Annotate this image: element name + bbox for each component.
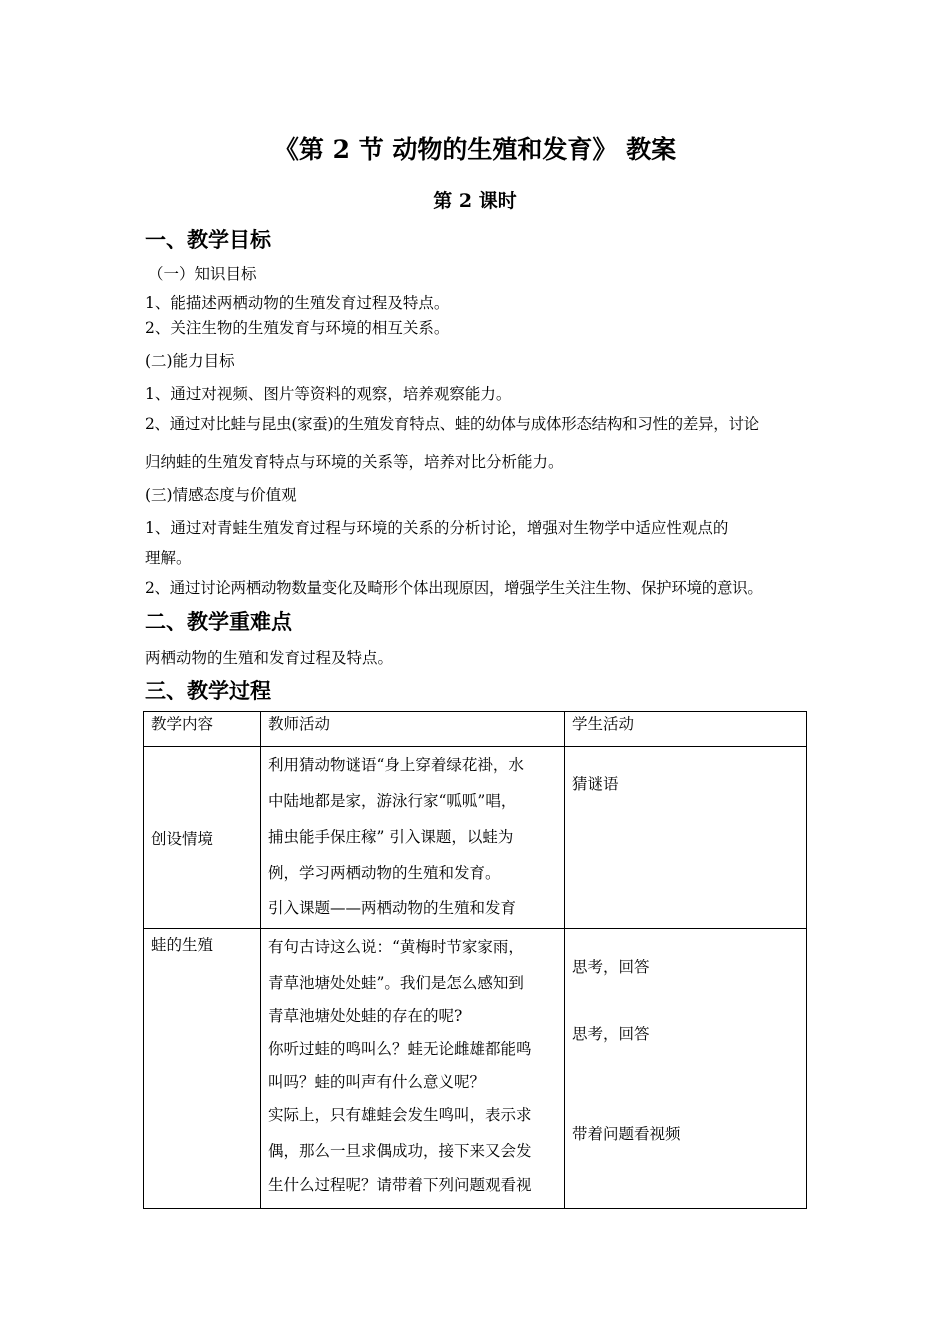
teacher-line: 利用猜动物谜语“身上穿着绿花褂，水 <box>268 756 524 774</box>
table-header-cell: 教师活动 <box>261 712 565 747</box>
table-row <box>144 747 807 929</box>
teacher-line: 实际上，只有雄蛙会发生鸣叫，表示求 <box>268 1106 532 1124</box>
table-cell-teacher <box>261 747 565 929</box>
teacher-line: 叫吗？蛙的叫声有什么意义呢？ <box>268 1073 486 1091</box>
ability-item: 1、通过对视频、图片等资料的观察，培养观察能力。 <box>145 385 512 403</box>
knowledge-item: 1、能描述两栖动物的生殖发育过程及特点。 <box>145 294 450 312</box>
section-heading-process: 三、教学过程 <box>145 678 271 703</box>
teacher-line: 引入课题——两栖动物的生殖和发育 <box>268 899 517 917</box>
section-heading-key-points: 二、教学重难点 <box>145 609 292 634</box>
knowledge-heading: （一）知识目标 <box>148 265 257 283</box>
teacher-line: 青草池塘处处蛙”。我们是怎么感知到 <box>268 974 524 992</box>
table-cell-content <box>144 929 261 1209</box>
attitude-item: 理解。 <box>145 549 192 567</box>
table-cell-student <box>565 929 807 1209</box>
content-label: 蛙的生殖 <box>151 936 214 954</box>
teacher-line: 捕虫能手保庄稼” 引入课题，以蛙为 <box>268 828 514 846</box>
teacher-line: 中陆地都是家，游泳行家“呱呱”唱， <box>268 792 517 810</box>
ability-heading: (二)能力目标 <box>145 352 235 370</box>
student-line: 思考，回答 <box>572 1025 650 1043</box>
table-cell-student <box>565 747 807 929</box>
key-points-text: 两栖动物的生殖和发育过程及特点。 <box>145 649 394 667</box>
table-cell-content: 创设情境 <box>144 747 261 929</box>
table-cell-teacher <box>261 929 565 1209</box>
student-line: 带着问题看视频 <box>572 1125 681 1143</box>
table-header-row <box>144 712 807 747</box>
student-line: 猜谜语 <box>572 775 619 793</box>
teacher-line: 偶，那么一旦求偶成功，接下来又会发 <box>268 1142 532 1160</box>
teacher-line: 生什么过程呢？请带着下列问题观看视 <box>268 1176 532 1194</box>
document-subtitle: 第 2 课时 <box>433 190 517 212</box>
student-line: 思考，回答 <box>572 958 650 976</box>
document-title: 《第 2 节 动物的生殖和发育》 教案 <box>273 135 677 164</box>
ability-item: 归纳蛙的生殖发育特点与环境的关系等，培养对比分析能力。 <box>145 453 564 471</box>
teacher-line: 你听过蛙的鸣叫么？蛙无论雌雄都能鸣 <box>268 1040 532 1058</box>
teacher-line: 有句古诗这么说：“黄梅时节家家雨， <box>268 938 524 956</box>
section-heading-objectives: 一、教学目标 <box>145 227 271 252</box>
ability-item: 2、通过对比蛙与昆虫(家蚕)的生殖发育特点、蛙的幼体与成体形态结构和习性的差异，讨论 <box>145 415 759 433</box>
teacher-line: 青草池塘处处蛙的存在的呢? <box>268 1007 463 1025</box>
attitude-heading: (三)情感态度与价值观 <box>145 486 297 504</box>
attitude-item: 1、通过对青蛙生殖发育过程与环境的关系的分析讨论，增强对生物学中适应性观点的 <box>145 519 729 537</box>
teacher-line: 例，学习两栖动物的生殖和发育。 <box>268 864 501 882</box>
attitude-item: 2、通过讨论两栖动物数量变化及畸形个体出现原因，增强学生关注生物、保护环境的意识。 <box>145 579 763 597</box>
teaching-process-table <box>143 711 807 1209</box>
table-header-cell: 学生活动 <box>565 712 807 747</box>
table-header-cell: 教学内容 <box>144 712 261 747</box>
knowledge-item: 2、关注生物的生殖发育与环境的相互关系。 <box>145 319 450 337</box>
table-row <box>144 929 807 1209</box>
